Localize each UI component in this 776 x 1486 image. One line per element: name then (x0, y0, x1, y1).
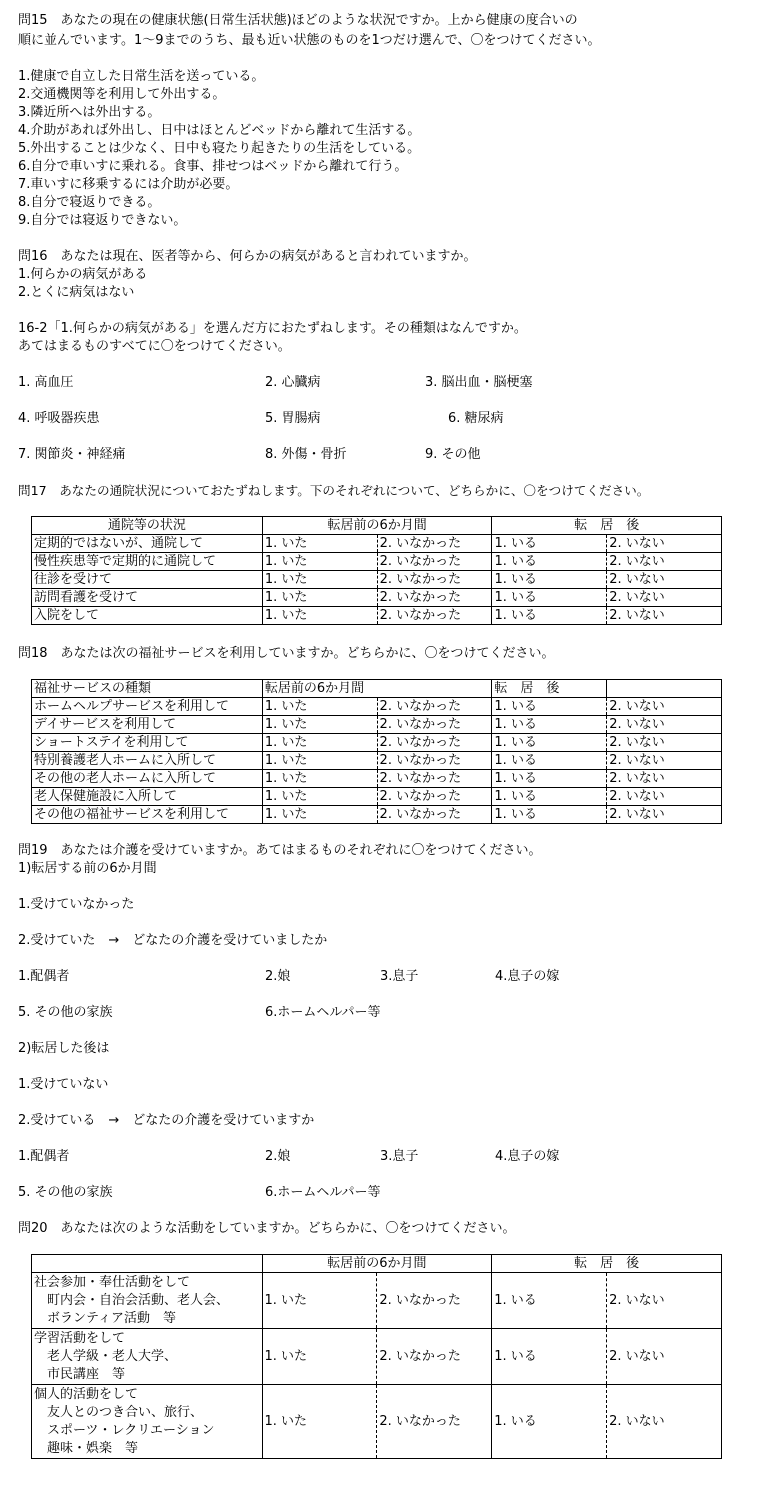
table-header-row (32, 1255, 722, 1273)
q19-before-who[interactable]: 6.ホームヘルパー等 (265, 1005, 381, 1020)
choice-after-yes[interactable]: 1. いる (492, 589, 607, 607)
choice-before-yes[interactable]: 1. いた (262, 698, 377, 716)
activity-label-line: ボランティア活動 等 (34, 1311, 176, 1326)
choice-before-no[interactable]: 2. いなかった (377, 752, 492, 770)
choice-before-yes[interactable]: 1. いた (262, 806, 377, 824)
activity-label-line: 学習活動をして (34, 1331, 126, 1346)
choice-after-yes[interactable]: 1. いる (492, 1329, 607, 1385)
choice-before-no[interactable]: 2. いなかった (377, 698, 492, 716)
q15-option[interactable]: 3.隣近所へは外出する。 (18, 105, 161, 120)
activity-label-line: 老人学級・老人大学、 (34, 1349, 178, 1364)
choice-before-no[interactable]: 2. いなかった (377, 607, 492, 625)
table-row (32, 752, 722, 770)
header-cell: 転居前の6か月間 (262, 517, 492, 535)
choice-after-no[interactable]: 2. いない (607, 607, 722, 625)
choice-before-no[interactable]: 2. いなかった (377, 788, 492, 806)
choice-before-yes[interactable]: 1. いた (262, 770, 377, 788)
table-row (32, 535, 722, 553)
q18-table (31, 679, 722, 824)
choice-before-yes[interactable]: 1. いた (262, 752, 377, 770)
q19-after-who[interactable]: 4.息子の嫁 (495, 1149, 560, 1164)
choice-before-yes[interactable]: 1. いた (262, 1329, 377, 1385)
choice-before-no[interactable]: 2. いなかった (377, 1273, 492, 1329)
row-label: ショートステイを利用して (32, 734, 263, 752)
q16-2-option[interactable]: 5. 胃腸病 (265, 411, 321, 426)
table-row (32, 788, 722, 806)
table-row (32, 716, 722, 734)
q19-before-option[interactable]: 1.受けていなかった (18, 897, 135, 912)
table-header-row (32, 517, 722, 535)
q16-title: 問16 あなたは現在、医者等から、何らかの病気があると言われていますか。 (18, 249, 477, 264)
choice-after-yes[interactable]: 1. いる (492, 1273, 607, 1329)
choice-after-no[interactable]: 2. いない (607, 806, 722, 824)
q15-option[interactable]: 7.車いすに移乗するには介助が必要。 (18, 177, 239, 192)
q18-title: 問18 あなたは次の福祉サービスを利用していますか。どちらかに、〇をつけてください。 (18, 646, 555, 661)
choice-before-yes[interactable]: 1. いた (262, 571, 377, 589)
q17-title: 問17 あなたの通院状況についておたずねします。下のそれぞれについて、どちらかに、〇をつけてください。 (18, 483, 650, 498)
choice-before-no[interactable]: 2. いなかった (377, 553, 492, 571)
choice-after-yes[interactable]: 1. いる (492, 698, 607, 716)
choice-after-no[interactable]: 2. いない (607, 734, 722, 752)
q19-before-who[interactable]: 3.息子 (380, 969, 419, 984)
q15-option[interactable]: 4.介助があれば外出し、日中はほとんどベッドから離れて生活する。 (18, 123, 421, 138)
q16-2-option[interactable]: 3. 脳出血・脳梗塞 (425, 375, 533, 390)
q19-before-who[interactable]: 5. その他の家族 (18, 1005, 113, 1020)
table-row (32, 734, 722, 752)
header-cell: 通院等の状況 (32, 517, 263, 535)
choice-before-yes[interactable]: 1. いた (262, 535, 377, 553)
table-row (32, 1385, 722, 1459)
q20-table (31, 1254, 722, 1459)
choice-after-yes[interactable]: 1. いる (492, 788, 607, 806)
choice-after-yes[interactable]: 1. いる (492, 535, 607, 553)
choice-after-yes[interactable]: 1. いる (492, 770, 607, 788)
table-header-row (32, 680, 722, 698)
row-label: 往診を受けて (32, 571, 263, 589)
q15-title-line2: 順に並んでいます。1～9までのうち、最も近い状態のものを1つだけ選んで、〇をつけてください。 (18, 33, 601, 48)
header-cell: 転 居 後 (492, 1255, 722, 1273)
choice-after-no[interactable]: 2. いない (607, 553, 722, 571)
activity-label-line: 趣味・娯楽 等 (34, 1441, 139, 1456)
header-cell: 転 居 後 (492, 680, 607, 698)
q16-2-option[interactable]: 4. 呼吸器疾患 (18, 411, 100, 426)
activity-label-line: 個人的活動をして (34, 1387, 139, 1402)
choice-after-yes[interactable]: 1. いる (492, 806, 607, 824)
choice-after-no[interactable]: 2. いない (607, 535, 722, 553)
q19-after-who[interactable]: 6.ホームヘルパー等 (265, 1185, 381, 1200)
choice-after-no[interactable]: 2. いない (607, 698, 722, 716)
choice-after-yes[interactable]: 1. いる (492, 734, 607, 752)
row-label: その他の老人ホームに入所して (32, 770, 263, 788)
choice-after-yes[interactable]: 1. いる (492, 553, 607, 571)
table-row (32, 698, 722, 716)
table-row (32, 589, 722, 607)
row-label: 入院をして (32, 607, 263, 625)
choice-after-yes[interactable]: 1. いる (492, 571, 607, 589)
q16-2-option[interactable]: 8. 外傷・骨折 (265, 447, 347, 462)
q15-option[interactable]: 1.健康で自立した日常生活を送っている。 (18, 69, 265, 84)
activity-label-line: スポーツ・レクリエーション (34, 1423, 215, 1438)
choice-before-no[interactable]: 2. いなかった (377, 770, 492, 788)
q15-option[interactable]: 6.自分で車いすに乗れる。食事、排せつはベッドから離れて行う。 (18, 159, 408, 174)
header-cell: 転居前の6か月間 (262, 680, 492, 698)
row-label: その他の福祉サービスを利用して (32, 806, 263, 824)
q15-option[interactable]: 8.自分で寝返りできる。 (18, 195, 161, 210)
choice-after-no[interactable]: 2. いない (607, 589, 722, 607)
choice-before-yes[interactable]: 1. いた (262, 1385, 377, 1459)
row-label: デイサービスを利用して (32, 716, 263, 734)
choice-after-no[interactable]: 2. いない (607, 1385, 722, 1459)
header-cell-empty (607, 680, 722, 698)
table-row (32, 571, 722, 589)
choice-before-yes[interactable]: 1. いた (262, 788, 377, 806)
q16-option[interactable]: 2.とくに病気はない (18, 285, 135, 300)
header-cell: 転 居 後 (492, 517, 722, 535)
choice-after-no[interactable]: 2. いない (607, 770, 722, 788)
q19-before-who[interactable]: 4.息子の嫁 (495, 969, 560, 984)
q16-2-title-line2: あてはまるものすべてに〇をつけてください。 (18, 339, 291, 354)
choice-before-yes[interactable]: 1. いた (262, 1273, 377, 1329)
q19-before-who[interactable]: 2.娘 (265, 969, 291, 984)
choice-before-yes[interactable]: 1. いた (262, 734, 377, 752)
choice-before-no[interactable]: 2. いなかった (377, 716, 492, 734)
choice-after-no[interactable]: 2. いない (607, 1329, 722, 1385)
row-label: 訪問看護を受けて (32, 589, 263, 607)
q16-2-option[interactable]: 7. 関節炎・神経痛 (18, 447, 126, 462)
table-row (32, 806, 722, 824)
choice-after-yes[interactable]: 1. いる (492, 716, 607, 734)
choice-after-yes[interactable]: 1. いる (492, 607, 607, 625)
q16-2-option[interactable]: 6. 糖尿病 (448, 411, 504, 426)
q16-option[interactable]: 1.何らかの病気がある (18, 267, 148, 282)
activity-label-line: 社会参加・奉仕活動をして (34, 1275, 191, 1290)
q16-2-option[interactable]: 2. 心臓病 (265, 375, 321, 390)
q19-after-heading: 2)転居した後は (18, 1041, 110, 1056)
row-label: 老人保健施設に入所して (32, 788, 263, 806)
choice-before-no[interactable]: 2. いなかった (377, 1329, 492, 1385)
q15-option[interactable]: 9.自分では寝返りできない。 (18, 213, 187, 228)
header-cell: 転居前の6か月間 (262, 1255, 492, 1273)
choice-before-no[interactable]: 2. いなかった (377, 1385, 492, 1459)
choice-before-yes[interactable]: 1. いた (262, 553, 377, 571)
row-label: ホームヘルプサービスを利用して (32, 698, 263, 716)
q19-after-who[interactable]: 1.配偶者 (18, 1149, 70, 1164)
q16-2-option[interactable]: 9. その他 (425, 447, 481, 462)
choice-before-no[interactable]: 2. いなかった (377, 734, 492, 752)
choice-before-yes[interactable]: 1. いた (262, 589, 377, 607)
activity-label-line: 町内会・自治会活動、老人会、 (34, 1293, 230, 1308)
q19-after-who[interactable]: 5. その他の家族 (18, 1185, 113, 1200)
q19-after-who[interactable]: 2.娘 (265, 1149, 291, 1164)
table-row (32, 1273, 722, 1329)
row-label: 慢性疾患等で定期的に通院して (32, 553, 263, 571)
header-cell: 福祉サービスの種類 (32, 680, 263, 698)
activity-label (32, 1385, 263, 1459)
choice-before-no[interactable]: 2. いなかった (377, 806, 492, 824)
row-label: 特別養護老人ホームに入所して (32, 752, 263, 770)
choice-after-no[interactable]: 2. いない (607, 1273, 722, 1329)
choice-before-no[interactable]: 2. いなかった (377, 571, 492, 589)
q19-before-option[interactable]: 2.受けていた → どなたの介護を受けていましたか (18, 933, 328, 948)
choice-after-yes[interactable]: 1. いる (492, 752, 607, 770)
activity-label (32, 1329, 263, 1385)
q19-after-who[interactable]: 3.息子 (380, 1149, 419, 1164)
q19-before-who[interactable]: 1.配偶者 (18, 969, 70, 984)
choice-after-no[interactable]: 2. いない (607, 788, 722, 806)
activity-label-line: 市民講座 等 (34, 1367, 126, 1382)
choice-after-no[interactable]: 2. いない (607, 752, 722, 770)
choice-after-yes[interactable]: 1. いる (492, 1385, 607, 1459)
table-row (32, 553, 722, 571)
q16-2-option[interactable]: 1. 高血圧 (18, 375, 74, 390)
choice-before-no[interactable]: 2. いなかった (377, 589, 492, 607)
q17-table (31, 516, 722, 625)
activity-label (32, 1273, 263, 1329)
table-row (32, 770, 722, 788)
table-row (32, 607, 722, 625)
q20-title: 問20 あなたは次のような活動をしていますか。どちらかに、〇をつけてください。 (18, 1221, 516, 1236)
q19-title: 問19 あなたは介護を受けていますか。あてはまるものそれぞれに〇をつけてください。 (18, 843, 542, 858)
q15-title-line1: 問15 あなたの現在の健康状態(日常生活状態)ほどのような状況ですか。上から健康の度合いの (18, 13, 578, 28)
choice-before-no[interactable]: 2. いなかった (377, 535, 492, 553)
q16-2-title-line1: 16-2「1.何らかの病気がある」を選んだ方におたずねします。その種類はなんですか。 (18, 321, 527, 336)
header-cell-empty (32, 1255, 263, 1273)
choice-before-yes[interactable]: 1. いた (262, 716, 377, 734)
choice-after-no[interactable]: 2. いない (607, 716, 722, 734)
choice-after-no[interactable]: 2. いない (607, 571, 722, 589)
q19-after-option[interactable]: 1.受けていない (18, 1077, 109, 1092)
choice-before-yes[interactable]: 1. いた (262, 607, 377, 625)
q15-option[interactable]: 2.交通機関等を利用して外出する。 (18, 87, 226, 102)
row-label: 定期的ではないが、通院して (32, 535, 263, 553)
activity-label-line: 友人とのつき合い、旅行、 (34, 1405, 204, 1420)
q19-before-heading: 1)転居する前の6か月間 (18, 861, 157, 876)
table-row (32, 1329, 722, 1385)
q19-after-option[interactable]: 2.受けている → どなたの介護を受けていますか (18, 1113, 315, 1128)
q15-option[interactable]: 5.外出することは少なく、日中も寝たり起きたりの生活をしている。 (18, 141, 421, 156)
